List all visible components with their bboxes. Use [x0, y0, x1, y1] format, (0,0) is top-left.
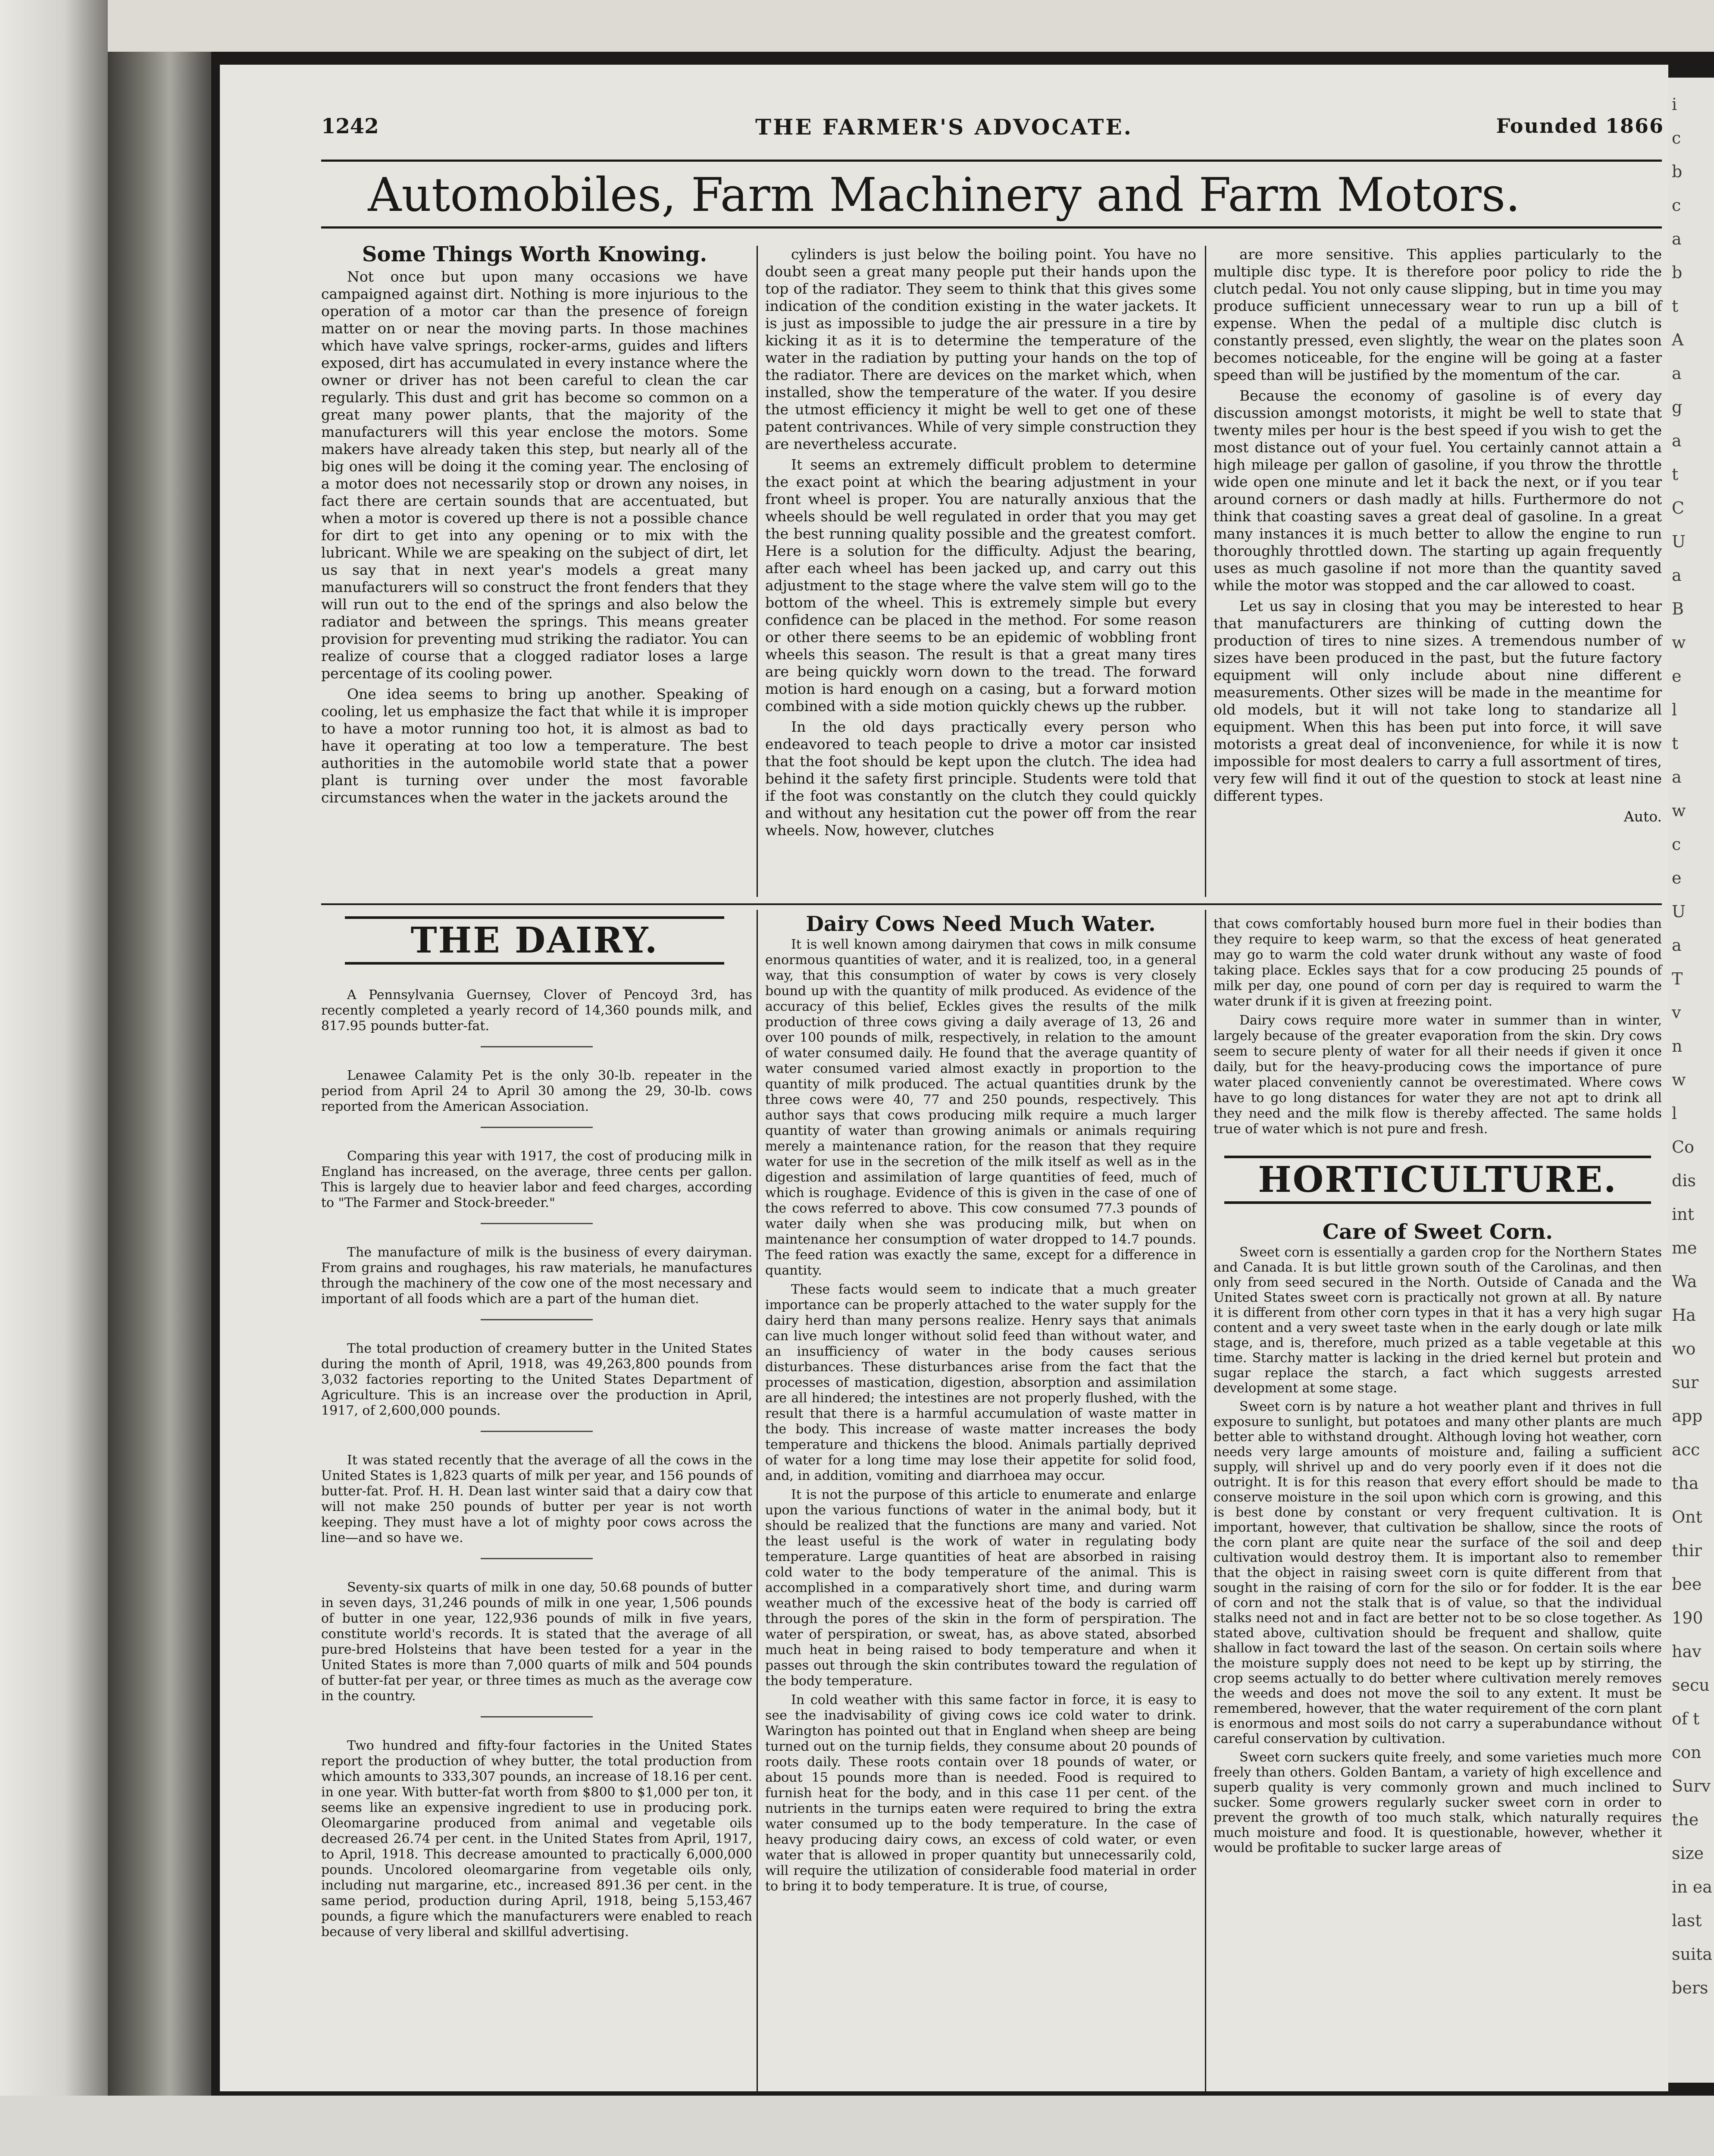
adjacent-page-strip: [1668, 78, 1714, 2083]
newspaper-page: [220, 65, 1668, 2091]
adjacent-page-text-fragment: a: [1672, 364, 1682, 383]
column-divider: [1205, 246, 1206, 897]
adjacent-page-text-fragment: A: [1672, 330, 1684, 349]
dairy-news-item: Seventy-six quarts of milk in one day, 50.68 pounds of butter in seven days, 31,246 pounds of milk in one year, 1,506 pounds of butter in one year, 122,936 pounds of milk in five years, constitute world's records. It is stated that the average of all pure-bred Holsteins that have been tested for a year in the United States is more than 7,000 quarts of milk and 504 pounds of butter-fat per year, or three times as much as the average cow in the country.: [321, 1580, 752, 1704]
paragraph: are more sensitive. This applies particularly to the multiple disc type. It is therefore poor policy to ride the clutch pedal. You not only cause slipping, but in time you may produce sufficient unnecessary wear to run up a bill of expense. When the pedal of a multiple disc clutch is constantly pressed, even slightly, the wear on the plates soon becomes noticeable, for the engine will be going at a faster speed than will be justified by the momentum of the car.: [1214, 246, 1662, 383]
column-divider: [1205, 910, 1206, 2091]
adjacent-page-text-fragment: app: [1672, 1407, 1703, 1426]
paragraph: It is well known among dairymen that cows in milk consume enormous quantities of water, and it is realized, too, in a general way, that this consumption of water by cows is very closely bound up with the quantity of milk produced. As evidence of the accuracy of this belief, Eckles gives the results of the milk production of three cows giving a daily average of 13, 26 and over 100 pounds of milk, respectively, in relation to the amount of water consumed daily. He found that the average quantity of water consumed varied almost exactly in proportion to the quantity of milk produced. The actual quantities drunk by the three cows were 40, 77 and 250 pounds, respectively. This author says that cows producing milk require a much larger quantity of water than growing animals or animals requiring merely a maintenance ration, for the reason that they require water for use in the secretion of the milk itself as well as in the digestion and assimilation of large quantities of feed, much of which is roughage. Evidence of this is given in the case of one of the cows referred to above. This cow consumed 77.3 pounds of water daily when she was producing milk, but when on maintenance her consumption of water dropped to 14.7 pounds. The feed ration was exactly the same, except for a difference in quantity.: [765, 937, 1196, 1278]
dairy-news-item: It was stated recently that the average of all the cows in the United States is 1,823 quarts of milk per year, and 156 pounds of butter-fat. Prof. H. H. Dean last winter said that a dairy cow that will not make 250 pounds of butter per year is not worth keeping. They must have a lot of mighty poor cows across the line—and so have we.: [321, 1453, 752, 1545]
adjacent-page-text-fragment: g: [1672, 398, 1683, 417]
item-separator: [481, 1431, 593, 1432]
adjacent-page-text-fragment: suita: [1672, 1945, 1713, 1964]
adjacent-page-text-fragment: c: [1672, 196, 1681, 215]
author-signature: Auto.: [1623, 808, 1662, 825]
adjacent-page-text-fragment: con: [1672, 1743, 1701, 1762]
paragraph: Sweet corn suckers quite freely, and some varieties much more freely than others. Golden Bantam, a variety of high excellence and superb quality is very commonly grown and much inclined to sucker. Some growers regularly sucker sweet corn in order to prevent the growth of too much stalk, which naturally requires much moisture and food. It is questionable, however, whether it would be profitable to sucker large areas of: [1214, 1750, 1662, 1855]
auto-column-2: [765, 246, 1196, 839]
section-divider: [321, 903, 1662, 905]
adjacent-page-text-fragment: of t: [1672, 1709, 1700, 1728]
adjacent-page-text-fragment: Wa: [1672, 1272, 1697, 1291]
adjacent-page-text-fragment: Ont: [1672, 1507, 1702, 1526]
adjacent-page-text-fragment: 190: [1672, 1608, 1703, 1627]
paragraph: In cold weather with this same factor in force, it is easy to see the inadvisability of giving cows ice cold water to drink. Warington has pointed out that in England when sheep are being turned out on the turnip fields, they consume about 20 pounds of roots daily. These roots contain over 18 pounds of water, or about 15 pounds more than is needed. Food is required to furnish heat for the body, and in this case 11 per cent. of the nutrients in the turnips eaten were required to bring the extra water consumed up to the body temperature. In the case of heavy producing dairy cows, an excess of cold water, or even water that is allowed in proper quantity but unnecessarily cold, will require the utilization of considerable food material in order to bring it to body temperature. It is true, of course,: [765, 1692, 1196, 1894]
article-title: Some Things Worth Knowing.: [362, 242, 707, 266]
adjacent-page-text-fragment: wo: [1672, 1339, 1696, 1358]
paragraph: In the old days practically every person who endeavored to teach people to drive a motor car insisted that the foot should be kept upon the clutch. The idea had behind it the safety first principle. Students were told that if the foot was constantly on the clutch they could quickly and without any hesitation cut the power off from the rear wheels. Now, however, clutches: [765, 718, 1196, 839]
adjacent-page-text-fragment: secu: [1672, 1676, 1710, 1695]
dairy-column: [321, 987, 752, 1948]
adjacent-page-text-fragment: a: [1672, 229, 1682, 248]
header-rule: [321, 160, 1662, 162]
book-spine-shadow: [108, 52, 211, 2100]
adjacent-page-text-fragment: w: [1672, 1070, 1686, 1089]
page-number: 1242: [321, 114, 379, 138]
item-separator: [481, 1558, 593, 1559]
adjacent-page-text-fragment: hav: [1672, 1642, 1701, 1661]
article-title: Dairy Cows Need Much Water.: [806, 912, 1156, 936]
paragraph: One idea seems to bring up another. Speaking of cooling, let us emphasize the fact that while it is improper to have a motor running too hot, it is almost as bad to have it operating at too low a temperature. The best authorities in the automobile world state that a power plant is turning over under the most favorable circumstances when the water in the jackets around the: [321, 686, 748, 806]
adjacent-page-text-fragment: a: [1672, 566, 1682, 585]
founded-label: Founded 1866: [1496, 114, 1664, 138]
adjacent-page-text-fragment: Surv: [1672, 1777, 1711, 1796]
adjacent-page-text-fragment: l: [1672, 1104, 1677, 1123]
item-separator: [481, 1716, 593, 1717]
adjacent-page-text-fragment: B: [1672, 599, 1684, 618]
adjacent-page-text-fragment: acc: [1672, 1440, 1700, 1459]
adjacent-page-text-fragment: a: [1672, 431, 1682, 450]
item-separator: [481, 1046, 593, 1047]
adjacent-page-text-fragment: e: [1672, 868, 1682, 887]
paragraph: It seems an extremely difficult problem to determine the exact point at which the bearing adjustment in your front wheel is proper. You are naturally anxious that the wheels should be well regulated in order that you may get the best running quality possible and the greatest comfort. Here is a solution for the difficulty. Adjust the bearing, after each wheel has been jacked up, and carry out this adjustment to the stage where the valve stem will go to the bottom of the wheel. This is extremely simple but every confidence can be placed in the method. For some reason or other there seems to be an epidemic of wobbling front wheels this season. The result is that a great many tires are being quickly worn down to the tread. The forward motion is hard enough on a casing, but a forward motion combined with a side motion quickly chews up the rubber.: [765, 456, 1196, 714]
adjacent-page-text-fragment: i: [1672, 95, 1677, 114]
adjacent-page-text-fragment: C: [1672, 498, 1685, 517]
adjacent-page-text-fragment: dis: [1672, 1171, 1696, 1190]
adjacent-page-text-fragment: U: [1672, 902, 1686, 921]
adjacent-page-text-fragment: l: [1672, 700, 1677, 719]
adjacent-page-text-fragment: sur: [1672, 1373, 1699, 1392]
paragraph: Dairy cows require more water in summer than in winter, largely because of the greater evaporation from the skin. Dry cows seem to secure plenty of water for all their needs if given it once daily, but for the heavy-producing cows the importance of pure water placed conveniently cannot be overestimated. Where cows have to go long distances for water they are not apt to drink all they need and the milk flow is thereby affected. The same holds true of water which is not pure and fresh.: [1214, 1013, 1662, 1137]
adjacent-page-text-fragment: size: [1672, 1844, 1704, 1863]
item-separator: [481, 1223, 593, 1224]
water-column: [765, 912, 1196, 1894]
scan-background-bottom: [0, 2096, 1714, 2156]
column-divider: [757, 910, 758, 2091]
column-divider: [757, 246, 758, 897]
auto-column-3: [1214, 246, 1662, 825]
scan-background-top: [0, 0, 1714, 52]
page-header: [220, 114, 1668, 144]
dairy-news-item: A Pennsylvania Guernsey, Clover of Pencoyd 3rd, has recently completed a yearly record of 14,360 pounds milk, and 817.95 pounds butter-fat.: [321, 987, 752, 1034]
adjacent-page-text-fragment: n: [1672, 1037, 1683, 1056]
adjacent-page-text-fragment: w: [1672, 633, 1686, 652]
section-title-rule: [321, 226, 1662, 229]
horticulture-section-title: HORTICULTURE.: [1224, 1156, 1651, 1204]
adjacent-page-text-fragment: a: [1672, 936, 1682, 955]
water-continued-column: [1214, 916, 1662, 1137]
adjacent-page-text-fragment: e: [1672, 667, 1682, 686]
adjacent-page-text-fragment: T: [1672, 969, 1683, 988]
adjacent-page-text-fragment: v: [1672, 1003, 1681, 1022]
adjacent-page-text-fragment: bee: [1672, 1575, 1702, 1594]
adjacent-page-text-fragment: bers: [1672, 1978, 1708, 1997]
adjacent-page-text-fragment: t: [1672, 734, 1679, 753]
adjacent-page-text-fragment: b: [1672, 263, 1683, 282]
adjacent-page-text-fragment: me: [1672, 1238, 1697, 1257]
adjacent-page-text-fragment: a: [1672, 768, 1682, 787]
paragraph: Sweet corn is by nature a hot weather plant and thrives in full exposure to sunlight, but potatoes and many other plants are much better able to withstand drought. Although loving hot weather, corn needs very large amounts of moisture and, failing a sufficient supply, will shrivel up and do very poorly even if it does not die outright. It is for this reason that every effort should be made to conserve moisture in the soil upon which corn is growing, and this is best done by constant or very frequent cultivation. It is important, however, that cultivation be shallow, since the roots of the corn plant are quite near the surface of the soil and deep cultivation would destroy them. It is important also to remember that the object in raising sweet corn is quite different from that sought in the raising of corn for the silo or for fodder. It is the ear of corn and not the stalk that is of value, so that the individual stalks need not and in fact are better not to be so close together. As stated above, cultivation should be frequent and shallow, quite shallow in fact toward the last of the season. On certain soils where the moisture supply does not need to be kept up by stirring, the crop seems actually to do better where cultivation merely removes the weeds and does not move the soil to any extent. It must be remembered, however, that the water requirement of the corn plant is enormous and most soils do not carry a superabundance without careful conservation by cultivation.: [1214, 1399, 1662, 1746]
dairy-news-item: The manufacture of milk is the business of every dairyman. From grains and roughages, his raw materials, he manufactures through the machinery of the cow one of the most necessary and important of all foods which are a part of the human diet.: [321, 1245, 752, 1307]
item-separator: [481, 1127, 593, 1128]
article-title: Care of Sweet Corn.: [1322, 1220, 1553, 1244]
auto-column-1: [321, 242, 748, 806]
paragraph: Sweet corn is essentially a garden crop for the Northern States and Canada. It is but little grown south of the Carolinas, and then only from seed secured in the North. Outside of Canada and the United States sweet corn is practically not grown at all. By nature it is different from other corn types in that it has a very high sugar content and a very sweet taste when in the early dough or late milk stage, and is, therefore, much prized as a table vegetable at this time. Starchy matter is lacking in the dried kernel but protein and sugar replace the starch, a fact which suggests arrested development at some stage.: [1214, 1245, 1662, 1396]
paragraph: It is not the purpose of this article to enumerate and enlarge upon the various functions of water in the animal body, but it should be realized that the functions are many and varied. Not the least useful is the work of water in regulating body temperature. Large quantities of heat are absorbed in raising cold water to the body temperature of the animal. This is accomplished in a comparatively short time, and during warm weather much of the excessive heat of the body is carried off through the pores of the skin in the form of perspiration. The water of perspiration, or sweat, has, as above stated, absorbed much heat in being raised to body temperature and when it passes out through the skin contributes toward the regulation of the body temperature.: [765, 1487, 1196, 1689]
masthead: THE FARMER'S ADVOCATE.: [755, 114, 1133, 140]
adjacent-page-text-fragment: t: [1672, 297, 1679, 316]
dairy-section-title: THE DAIRY.: [345, 916, 724, 965]
dairy-news-item: Two hundred and fifty-four factories in the United States report the production of whey butter, the total production from which amounts to 333,307 pounds, an increase of 18.16 per cent. in one year. With butter-fat worth from $800 to $1,000 per ton, it seems like an expensive ingredient to use in producing pork. Oleomargarine produced from animal and vegetable oils decreased 26.74 per cent. in the United States from April, 1917, to April, 1918. This decrease amounted to practically 6,000,000 pounds. Uncolored oleomargarine from vegetable oils only, including nut margarine, etc., increased 891.36 per cent. in the same period, production during April, 1918, being 5,153,467 pounds, a figure which the manufacturers were enabled to reach because of very liberal and skillful advertising.: [321, 1738, 752, 1940]
adjacent-page-text-fragment: the: [1672, 1810, 1699, 1829]
adjacent-page-text-fragment: int: [1672, 1205, 1694, 1224]
adjacent-page-text-fragment: t: [1672, 465, 1679, 484]
adjacent-page-text-fragment: c: [1672, 835, 1681, 854]
book-binding-edge: [0, 0, 108, 2156]
paragraph: Not once but upon many occasions we have campaigned against dirt. Nothing is more injurious to the operation of a motor car than the presence of foreign matter on or near the moving parts. In those machines which have valve springs, rocker-arms, guides and lifters exposed, dirt has accumulated in every instance where the owner or driver has not been careful to clean the car regularly. This dust and grit has become so common on a great many power plants, that the majority of the manufacturers will this year enclose the motors. Some makers have already taken this step, but nearly all of the big ones will be doing it the coming year. The enclosing of a motor does not necessarily stop or drown any noises, in fact there are certain sounds that are accentuated, but when a motor is covered up there is not a possible chance for dirt to get into any opening or to mix with the lubricant. While we are speaking on the subject of dirt, let us say that in next year's models a great many manufacturers will so construct the front fenders that they will run out to the end of the springs and also below the radiator and between the springs. This means greater provision for preventing mud striking the radiator. You can realize of course that a clogged radiator loses a large percentage of its cooling power.: [321, 268, 748, 682]
dairy-news-item: Lenawee Calamity Pet is the only 30-lb. repeater in the period from April 24 to April 30 among the 29, 30-lb. cows reported from the American Association.: [321, 1068, 752, 1114]
adjacent-page-text-fragment: Ha: [1672, 1306, 1696, 1325]
adjacent-page-text-fragment: c: [1672, 128, 1681, 147]
adjacent-page-text-fragment: b: [1672, 162, 1683, 181]
paragraph: that cows comfortably housed burn more fuel in their bodies than they require to keep warm, so that the excess of heat generated may go to warm the cold water drunk without any waste of food taking place. Eckles says that for a cow producing 25 pounds of milk per day, one pound of corn per day is required to warm the water drunk if it is given at freezing point.: [1214, 916, 1662, 1009]
adjacent-page-text-fragment: last: [1672, 1911, 1702, 1930]
dairy-news-item: Comparing this year with 1917, the cost of producing milk in England has increased, on the average, three cents per gallon. This is largely due to heavier labor and feed charges, according to "The Farmer and Stock-breeder.": [321, 1149, 752, 1210]
adjacent-page-text-fragment: Co: [1672, 1138, 1694, 1156]
section-title: Automobiles, Farm Machinery and Farm Motors.: [368, 168, 1520, 222]
paragraph: cylinders is just below the boiling point. You have no doubt seen a great many people put their hands upon the top of the radiator. They seem to think that this gives some indication of the condition existing in the water jackets. It is just as impossible to judge the air pressure in a tire by kicking it as it is to determine the temperature of the water in the radiation by putting your hands on the top of the radiator. There are devices on the market which, when installed, show the temperature of the water. If you desire the utmost efficiency it might be well to get one of these patent contrivances. While of very simple construction they are nevertheless accurate.: [765, 246, 1196, 452]
adjacent-page-text-fragment: in ea: [1672, 1877, 1712, 1896]
paragraph: Let us say in closing that you may be interested to hear that manufacturers are thinking of cutting down the production of tires to nine sizes. A tremendous number of sizes have been produced in the past, but the future factory equipment will only include about nine different measurements. Other sizes will be made in the meantime for old models, but it will not take long to standarize all equipment. When this has been put into force, it will save motorists a great deal of inconvenience, for while it is now impossible for most dealers to carry a full assortment of tires, very few will find it out of the question to stock at least nine different types.: [1214, 598, 1662, 804]
dairy-news-item: The total production of creamery butter in the United States during the month of April, 1918, was 49,263,800 pounds from 3,032 factories reporting to the United States Department of Agriculture. This is an increase over the production in April, 1917, of 2,600,000 pounds.: [321, 1341, 752, 1418]
paragraph: These facts would seem to indicate that a much greater importance can be properly attached to the water supply for the dairy herd than many persons realize. Henry says that animals can live much longer without solid feed than without water, and an insufficiency of water in the body causes serious disturbances. These disturbances arise from the fact that the processes of mastication, digestion, absorption and assimilation are all hindered; the intestines are not properly flushed, with the result that there is a harmful accumulation of waste matter in the body. This increase of waste matter increases the body temperature and thickens the blood. Animals partially deprived of water for a long time may lose their appetite for solid food, and, in addition, vomiting and diarrhoea may occur.: [765, 1282, 1196, 1483]
item-separator: [481, 1319, 593, 1320]
adjacent-page-text-fragment: tha: [1672, 1474, 1699, 1493]
paragraph: Because the economy of gasoline is of every day discussion amongst motorists, it might be well to state that twenty miles per hour is the best speed if you wish to get the most distance out of your fuel. You certainly cannot attain a high mileage per gallon of gasoline, if you throw the throttle wide open one minute and let it back the next, or if you tear around corners or dash madly at hills. Furthermore do not think that coasting saves a great deal of gasoline. In a great many instances it is much better to allow the engine to run thoroughly throttled down. The starting up again frequently uses as much gasoline if not more than the quantity saved while the motor was stopped and the car allowed to coast.: [1214, 387, 1662, 594]
adjacent-page-text-fragment: U: [1672, 532, 1686, 551]
adjacent-page-text-fragment: w: [1672, 801, 1686, 820]
horticulture-column: [1214, 1220, 1662, 1855]
adjacent-page-text-fragment: thir: [1672, 1541, 1702, 1560]
